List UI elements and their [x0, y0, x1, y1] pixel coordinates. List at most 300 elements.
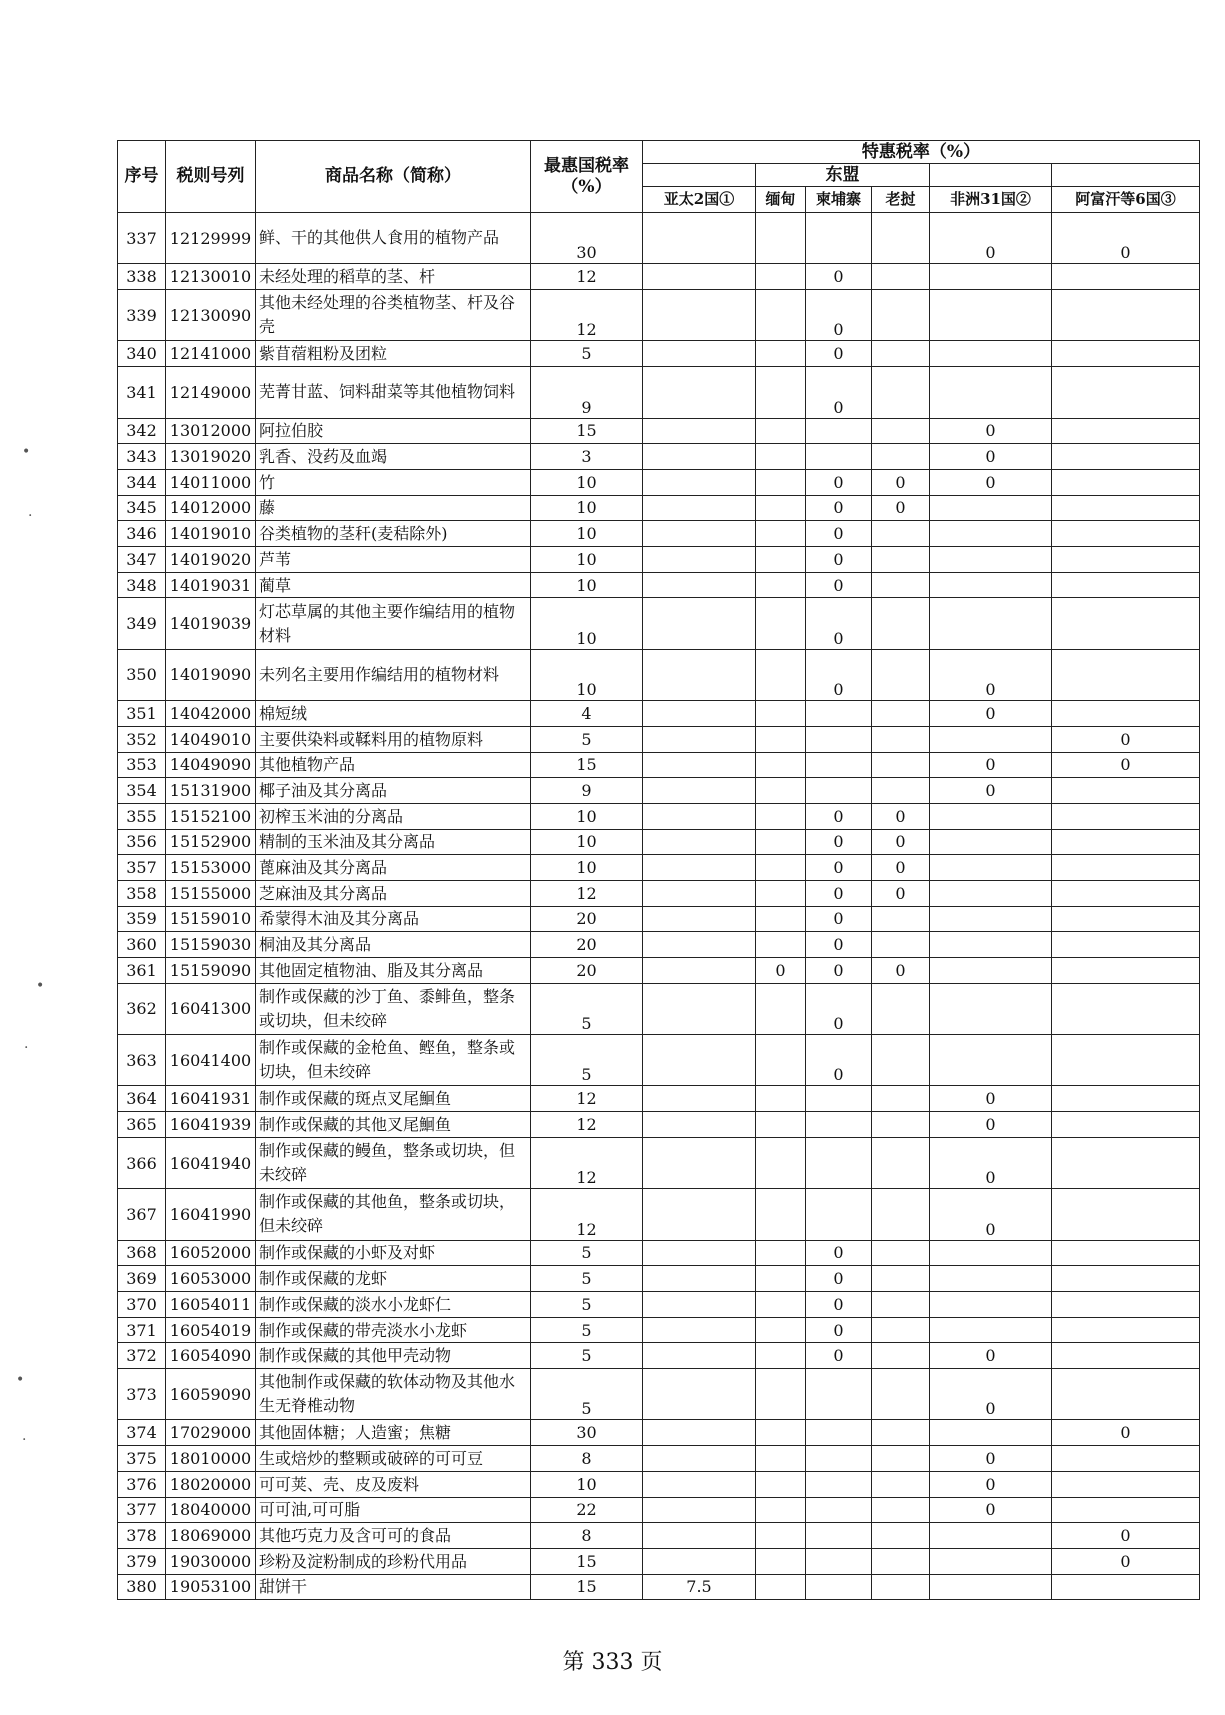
row-rate-afghanistan [1052, 1446, 1200, 1472]
row-code: 15159030 [166, 932, 256, 958]
row-rate-africa [930, 726, 1052, 752]
row-rate-africa: 0 [930, 1343, 1052, 1369]
row-rate-africa [930, 572, 1052, 598]
table-row [118, 1240, 1200, 1266]
row-rate-apta [643, 1292, 756, 1318]
row-rate-laos [872, 1240, 930, 1266]
row-mfn: 15 [531, 752, 643, 778]
row-rate-apta [643, 495, 756, 521]
row-rate-afghanistan [1052, 958, 1200, 984]
row-code: 16041940 [166, 1137, 256, 1188]
row-seq: 341 [118, 367, 166, 418]
row-mfn: 20 [531, 932, 643, 958]
row-rate-cambodia: 0 [806, 649, 872, 700]
row-rate-afghanistan: 0 [1052, 1523, 1200, 1549]
row-rate-afghanistan [1052, 701, 1200, 727]
row-name: 制作或保藏的鳗鱼，整条或切块，但未绞碎 [256, 1137, 531, 1188]
row-mfn: 3 [531, 444, 643, 470]
table-row [118, 906, 1200, 932]
header-col-cambodia: 柬埔寨 [806, 187, 872, 213]
scan-speck: · [22, 1432, 27, 1448]
row-code: 13012000 [166, 418, 256, 444]
row-rate-laos [872, 1574, 930, 1600]
row-rate-africa: 0 [930, 1189, 1052, 1240]
row-mfn: 10 [531, 469, 643, 495]
row-name: 制作或保藏的其他叉尾鮰鱼 [256, 1112, 531, 1138]
row-rate-africa: 0 [930, 778, 1052, 804]
row-rate-africa [930, 341, 1052, 367]
row-rate-africa: 0 [930, 1112, 1052, 1138]
row-rate-cambodia: 0 [806, 521, 872, 547]
row-rate-africa [930, 906, 1052, 932]
row-rate-africa [930, 932, 1052, 958]
row-rate-apta [643, 958, 756, 984]
row-rate-africa [930, 829, 1052, 855]
row-rate-afghanistan [1052, 855, 1200, 881]
row-rate-myanmar [756, 1548, 806, 1574]
row-rate-apta [643, 1035, 756, 1086]
row-seq: 370 [118, 1292, 166, 1318]
row-rate-africa [930, 495, 1052, 521]
row-code: 15131900 [166, 778, 256, 804]
row-rate-cambodia: 0 [806, 958, 872, 984]
row-seq: 358 [118, 880, 166, 906]
header-blank-1 [643, 164, 756, 187]
row-rate-laos: 0 [872, 469, 930, 495]
row-rate-laos: 0 [872, 495, 930, 521]
row-rate-africa [930, 1240, 1052, 1266]
row-rate-apta [643, 1240, 756, 1266]
row-name: 灯芯草属的其他主要作编结用的植物材料 [256, 598, 531, 649]
row-rate-myanmar [756, 778, 806, 804]
row-seq: 365 [118, 1112, 166, 1138]
table-row [118, 1292, 1200, 1318]
row-mfn: 15 [531, 1574, 643, 1600]
row-rate-cambodia: 0 [806, 803, 872, 829]
row-seq: 354 [118, 778, 166, 804]
row-mfn: 12 [531, 1086, 643, 1112]
table-row [118, 855, 1200, 881]
row-code: 14012000 [166, 495, 256, 521]
table-row [118, 701, 1200, 727]
row-seq: 380 [118, 1574, 166, 1600]
row-name: 希蒙得木油及其分离品 [256, 906, 531, 932]
row-seq: 360 [118, 932, 166, 958]
header-col-laos: 老挝 [872, 187, 930, 213]
row-mfn: 15 [531, 1548, 643, 1574]
table-row [118, 649, 1200, 700]
row-rate-laos [872, 264, 930, 290]
row-rate-afghanistan [1052, 1035, 1200, 1086]
row-mfn: 5 [531, 983, 643, 1034]
row-code: 14019031 [166, 572, 256, 598]
row-rate-africa: 0 [930, 1497, 1052, 1523]
row-rate-laos [872, 1189, 930, 1240]
row-rate-afghanistan [1052, 1266, 1200, 1292]
row-rate-cambodia [806, 1189, 872, 1240]
row-rate-apta [643, 983, 756, 1034]
row-rate-myanmar [756, 829, 806, 855]
row-rate-cambodia [806, 1497, 872, 1523]
row-rate-cambodia: 0 [806, 932, 872, 958]
table-row [118, 444, 1200, 470]
row-rate-africa: 0 [930, 444, 1052, 470]
row-code: 16041939 [166, 1112, 256, 1138]
row-code: 16041990 [166, 1189, 256, 1240]
header-col-apta: 亚太2国① [643, 187, 756, 213]
row-rate-laos [872, 1035, 930, 1086]
row-rate-africa [930, 803, 1052, 829]
row-code: 16052000 [166, 1240, 256, 1266]
row-seq: 342 [118, 418, 166, 444]
row-rate-cambodia: 0 [806, 983, 872, 1034]
row-rate-afghanistan [1052, 829, 1200, 855]
row-rate-apta [643, 1266, 756, 1292]
row-mfn: 12 [531, 1112, 643, 1138]
row-name: 制作或保藏的龙虾 [256, 1266, 531, 1292]
row-rate-cambodia [806, 1471, 872, 1497]
row-rate-myanmar [756, 855, 806, 881]
row-rate-cambodia: 0 [806, 264, 872, 290]
row-mfn: 4 [531, 701, 643, 727]
table-row [118, 803, 1200, 829]
row-rate-myanmar [756, 1189, 806, 1240]
row-rate-apta [643, 932, 756, 958]
row-rate-myanmar [756, 290, 806, 341]
row-seq: 367 [118, 1189, 166, 1240]
table-body [118, 213, 1200, 1600]
row-name: 主要供染料或鞣料用的植物原料 [256, 726, 531, 752]
table-row [118, 1523, 1200, 1549]
row-rate-cambodia [806, 726, 872, 752]
row-name: 其他未经处理的谷类植物茎、杆及谷壳 [256, 290, 531, 341]
row-rate-afghanistan: 0 [1052, 1548, 1200, 1574]
row-mfn: 10 [531, 572, 643, 598]
table-row [118, 1189, 1200, 1240]
row-rate-laos [872, 1497, 930, 1523]
row-rate-apta [643, 829, 756, 855]
row-rate-apta [643, 1317, 756, 1343]
row-rate-myanmar [756, 1035, 806, 1086]
row-rate-apta [643, 521, 756, 547]
row-rate-africa [930, 880, 1052, 906]
header-asean: 东盟 [756, 164, 930, 187]
row-code: 17029000 [166, 1420, 256, 1446]
row-code: 14049090 [166, 752, 256, 778]
row-rate-myanmar [756, 418, 806, 444]
row-rate-afghanistan [1052, 1240, 1200, 1266]
row-seq: 337 [118, 213, 166, 264]
row-rate-myanmar [756, 1292, 806, 1318]
table-row [118, 418, 1200, 444]
row-code: 16053000 [166, 1266, 256, 1292]
row-rate-laos [872, 906, 930, 932]
row-rate-apta [643, 1523, 756, 1549]
scan-speck: · [28, 508, 33, 524]
row-code: 15155000 [166, 880, 256, 906]
row-rate-cambodia: 0 [806, 1292, 872, 1318]
row-code: 12130010 [166, 264, 256, 290]
row-rate-apta [643, 726, 756, 752]
row-seq: 351 [118, 701, 166, 727]
row-mfn: 5 [531, 1292, 643, 1318]
row-rate-myanmar [756, 649, 806, 700]
row-rate-africa [930, 1292, 1052, 1318]
row-seq: 344 [118, 469, 166, 495]
row-rate-africa [930, 1035, 1052, 1086]
row-rate-cambodia: 0 [806, 598, 872, 649]
row-rate-myanmar [756, 367, 806, 418]
row-seq: 357 [118, 855, 166, 881]
row-seq: 356 [118, 829, 166, 855]
header-blank-3 [1052, 164, 1200, 187]
row-rate-laos [872, 726, 930, 752]
row-mfn: 8 [531, 1523, 643, 1549]
row-name: 未经处理的稻草的茎、杆 [256, 264, 531, 290]
row-rate-laos [872, 778, 930, 804]
row-rate-apta [643, 444, 756, 470]
row-rate-cambodia: 0 [806, 1317, 872, 1343]
row-rate-afghanistan [1052, 1497, 1200, 1523]
row-rate-apta [643, 880, 756, 906]
row-rate-afghanistan: 0 [1052, 726, 1200, 752]
row-rate-africa: 0 [930, 418, 1052, 444]
row-rate-myanmar [756, 1112, 806, 1138]
table-row [118, 1343, 1200, 1369]
row-seq: 348 [118, 572, 166, 598]
row-name: 可可油,可可脂 [256, 1497, 531, 1523]
row-name: 紫苜蓿粗粉及团粒 [256, 341, 531, 367]
row-mfn: 5 [531, 341, 643, 367]
row-rate-apta [643, 341, 756, 367]
row-rate-apta [643, 546, 756, 572]
row-rate-apta [643, 1343, 756, 1369]
row-rate-myanmar [756, 1317, 806, 1343]
row-rate-laos: 0 [872, 958, 930, 984]
row-rate-laos [872, 701, 930, 727]
table-row [118, 495, 1200, 521]
row-rate-cambodia [806, 1137, 872, 1188]
row-seq: 374 [118, 1420, 166, 1446]
table-row [118, 958, 1200, 984]
row-rate-laos [872, 1292, 930, 1318]
header-name: 商品名称（简称） [256, 141, 531, 213]
table-row [118, 932, 1200, 958]
row-mfn: 10 [531, 829, 643, 855]
row-code: 13019020 [166, 444, 256, 470]
row-rate-apta [643, 1446, 756, 1472]
header-col-africa: 非洲31国② [930, 187, 1052, 213]
row-seq: 363 [118, 1035, 166, 1086]
row-seq: 369 [118, 1266, 166, 1292]
row-rate-africa [930, 1548, 1052, 1574]
row-code: 14049010 [166, 726, 256, 752]
row-name: 蔺草 [256, 572, 531, 598]
row-rate-cambodia [806, 1086, 872, 1112]
row-rate-myanmar [756, 1343, 806, 1369]
row-seq: 343 [118, 444, 166, 470]
table-row [118, 829, 1200, 855]
row-rate-afghanistan: 0 [1052, 752, 1200, 778]
row-rate-apta [643, 1189, 756, 1240]
row-code: 19053100 [166, 1574, 256, 1600]
row-rate-afghanistan [1052, 932, 1200, 958]
row-rate-afghanistan [1052, 1292, 1200, 1318]
row-rate-myanmar [756, 546, 806, 572]
row-name: 初榨玉米油的分离品 [256, 803, 531, 829]
row-seq: 350 [118, 649, 166, 700]
row-rate-apta [643, 469, 756, 495]
table-row [118, 1497, 1200, 1523]
table-row [118, 1471, 1200, 1497]
table-row [118, 598, 1200, 649]
row-seq: 353 [118, 752, 166, 778]
table-row [118, 1369, 1200, 1420]
row-rate-laos [872, 1137, 930, 1188]
row-rate-afghanistan [1052, 572, 1200, 598]
row-name: 制作或保藏的斑点叉尾鮰鱼 [256, 1086, 531, 1112]
row-rate-cambodia [806, 778, 872, 804]
row-mfn: 10 [531, 521, 643, 547]
row-rate-laos [872, 598, 930, 649]
row-code: 15152900 [166, 829, 256, 855]
row-rate-afghanistan [1052, 803, 1200, 829]
row-rate-cambodia [806, 701, 872, 727]
table-row [118, 1548, 1200, 1574]
row-rate-cambodia [806, 1574, 872, 1600]
row-name: 制作或保藏的淡水小龙虾仁 [256, 1292, 531, 1318]
row-seq: 338 [118, 264, 166, 290]
table-row [118, 1137, 1200, 1188]
row-seq: 373 [118, 1369, 166, 1420]
row-name: 椰子油及其分离品 [256, 778, 531, 804]
row-name: 乳香、没药及血竭 [256, 444, 531, 470]
row-rate-afghanistan [1052, 546, 1200, 572]
row-rate-africa [930, 598, 1052, 649]
table-row [118, 469, 1200, 495]
row-rate-afghanistan: 0 [1052, 1420, 1200, 1446]
row-rate-cambodia: 0 [806, 829, 872, 855]
row-rate-africa [930, 1266, 1052, 1292]
table-row [118, 1446, 1200, 1472]
row-seq: 362 [118, 983, 166, 1034]
row-rate-africa [930, 521, 1052, 547]
row-rate-myanmar [756, 213, 806, 264]
row-rate-myanmar [756, 264, 806, 290]
row-rate-afghanistan [1052, 495, 1200, 521]
row-rate-afghanistan [1052, 778, 1200, 804]
row-code: 12149000 [166, 367, 256, 418]
row-name: 其他固定植物油、脂及其分离品 [256, 958, 531, 984]
row-rate-apta [643, 598, 756, 649]
row-rate-apta: 7.5 [643, 1574, 756, 1600]
row-rate-cambodia: 0 [806, 341, 872, 367]
row-mfn: 10 [531, 1471, 643, 1497]
row-rate-apta [643, 1471, 756, 1497]
row-seq: 372 [118, 1343, 166, 1369]
row-rate-laos [872, 546, 930, 572]
row-code: 16041931 [166, 1086, 256, 1112]
row-rate-myanmar [756, 1471, 806, 1497]
row-rate-apta [643, 1548, 756, 1574]
row-rate-laos: 0 [872, 803, 930, 829]
row-seq: 378 [118, 1523, 166, 1549]
row-rate-apta [643, 418, 756, 444]
row-rate-apta [643, 803, 756, 829]
row-rate-laos [872, 1369, 930, 1420]
row-mfn: 30 [531, 213, 643, 264]
row-seq: 355 [118, 803, 166, 829]
row-code: 18040000 [166, 1497, 256, 1523]
row-rate-afghanistan [1052, 469, 1200, 495]
row-rate-myanmar [756, 521, 806, 547]
row-rate-myanmar [756, 752, 806, 778]
row-rate-cambodia: 0 [806, 572, 872, 598]
row-rate-afghanistan [1052, 598, 1200, 649]
row-rate-laos [872, 1317, 930, 1343]
row-rate-laos [872, 983, 930, 1034]
row-rate-africa: 0 [930, 1137, 1052, 1188]
row-rate-afghanistan [1052, 264, 1200, 290]
row-name: 生或焙炒的整颗或破碎的可可豆 [256, 1446, 531, 1472]
row-seq: 339 [118, 290, 166, 341]
row-mfn: 15 [531, 418, 643, 444]
row-mfn: 5 [531, 726, 643, 752]
row-rate-myanmar [756, 983, 806, 1034]
row-rate-laos [872, 213, 930, 264]
row-rate-cambodia: 0 [806, 367, 872, 418]
row-rate-africa: 0 [930, 1086, 1052, 1112]
row-seq: 345 [118, 495, 166, 521]
row-mfn: 5 [531, 1343, 643, 1369]
row-seq: 352 [118, 726, 166, 752]
row-mfn: 5 [531, 1240, 643, 1266]
row-mfn: 5 [531, 1369, 643, 1420]
row-mfn: 20 [531, 958, 643, 984]
row-rate-laos [872, 290, 930, 341]
row-name: 制作或保藏的带壳淡水小龙虾 [256, 1317, 531, 1343]
row-name: 鲜、干的其他供人食用的植物产品 [256, 213, 531, 264]
row-code: 18010000 [166, 1446, 256, 1472]
row-rate-africa [930, 367, 1052, 418]
table-row [118, 264, 1200, 290]
row-code: 14019020 [166, 546, 256, 572]
row-rate-apta [643, 367, 756, 418]
row-rate-afghanistan [1052, 1189, 1200, 1240]
row-code: 12129999 [166, 213, 256, 264]
row-rate-africa [930, 855, 1052, 881]
row-rate-afghanistan [1052, 983, 1200, 1034]
row-rate-myanmar [756, 1446, 806, 1472]
row-mfn: 9 [531, 778, 643, 804]
header-col-myanmar: 缅甸 [756, 187, 806, 213]
row-rate-apta [643, 572, 756, 598]
row-rate-myanmar [756, 598, 806, 649]
row-name: 制作或保藏的其他甲壳动物 [256, 1343, 531, 1369]
row-rate-afghanistan [1052, 906, 1200, 932]
row-code: 16054090 [166, 1343, 256, 1369]
row-mfn: 12 [531, 290, 643, 341]
row-seq: 364 [118, 1086, 166, 1112]
row-name: 制作或保藏的沙丁鱼、黍鲱鱼，整条或切块，但未绞碎 [256, 983, 531, 1034]
row-rate-laos [872, 444, 930, 470]
row-name: 藤 [256, 495, 531, 521]
row-rate-myanmar [756, 469, 806, 495]
row-rate-cambodia: 0 [806, 1343, 872, 1369]
row-rate-africa [930, 1420, 1052, 1446]
row-rate-africa: 0 [930, 752, 1052, 778]
table-row [118, 1035, 1200, 1086]
